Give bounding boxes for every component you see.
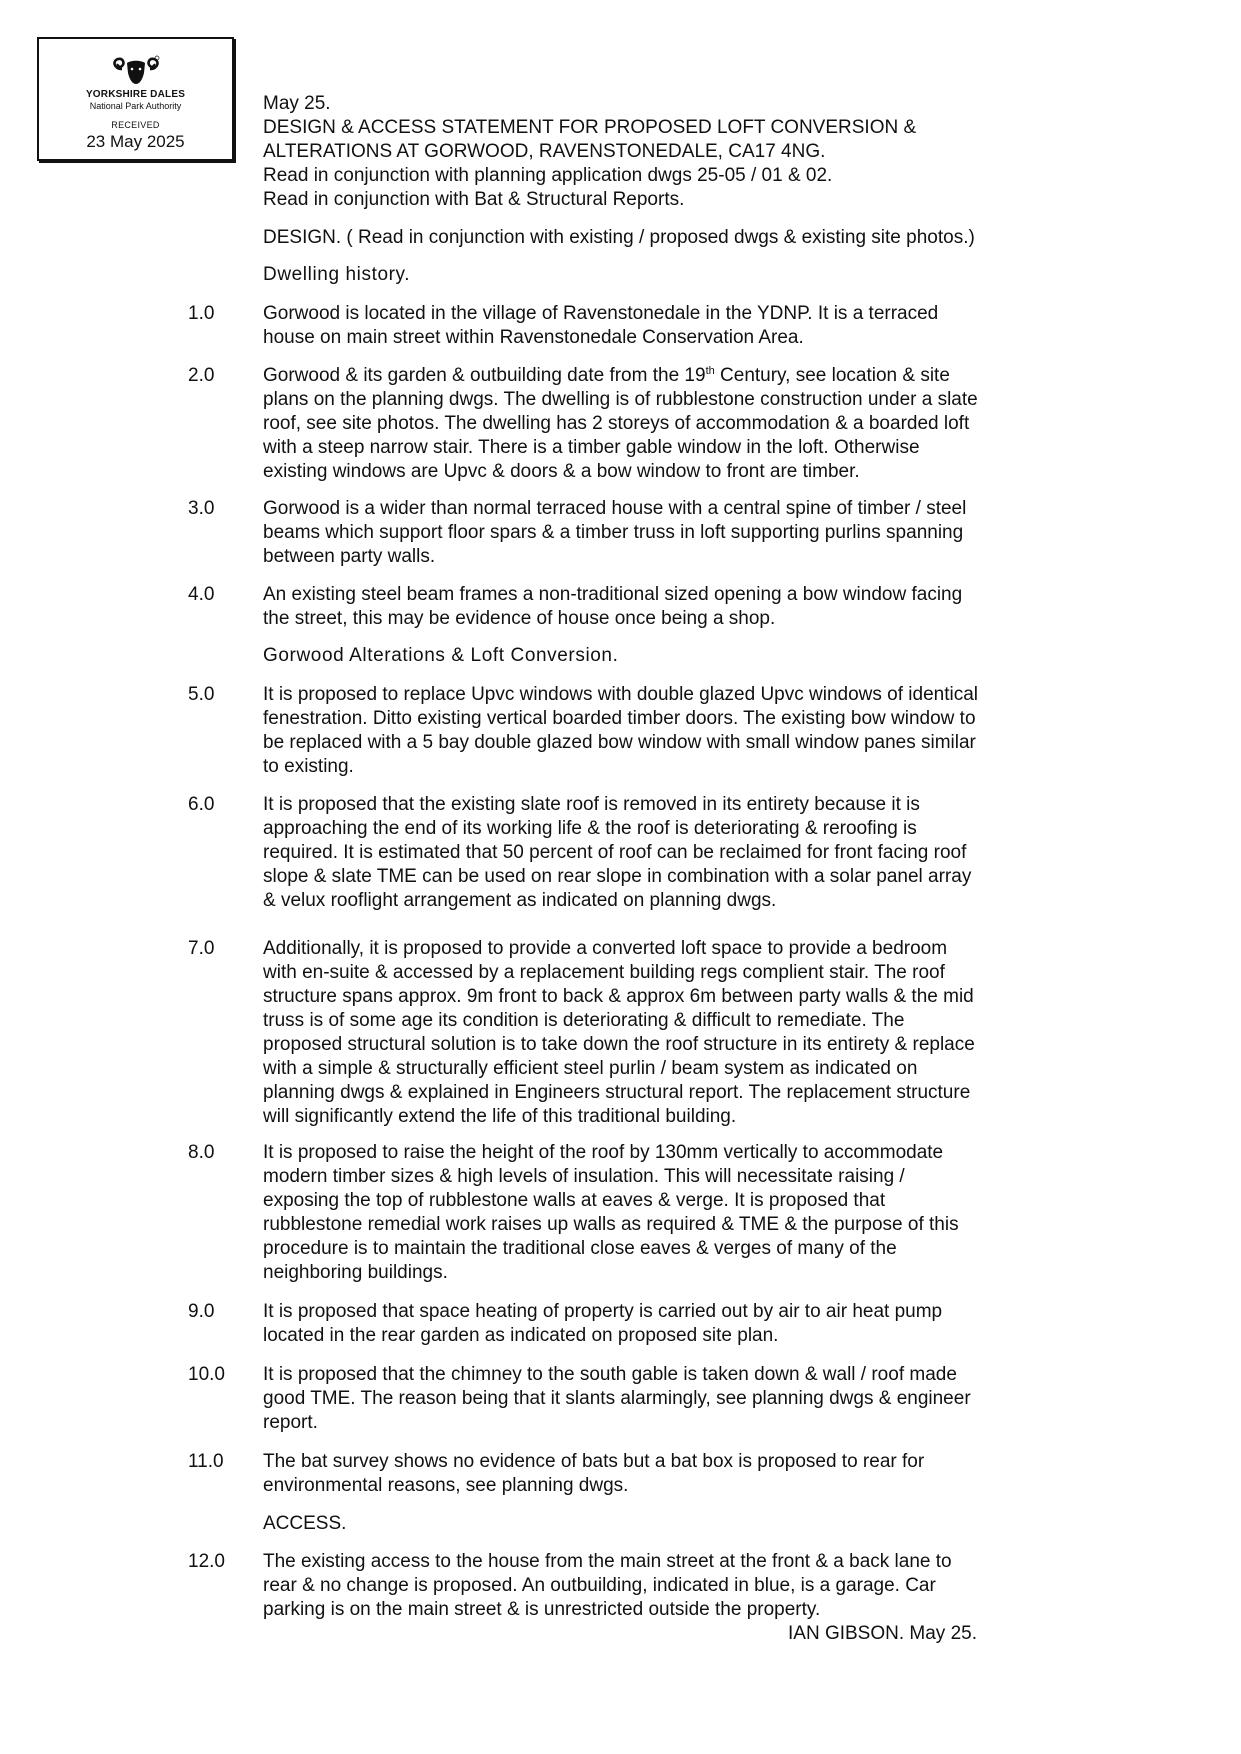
- paragraph-line: An existing steel beam frames a non-traditional sized opening a bow window facing: [263, 584, 963, 605]
- paragraph-number: 4.0: [188, 584, 215, 605]
- paragraph-number: 2.0: [188, 365, 215, 386]
- paragraph-line: to existing.: [263, 756, 354, 777]
- paragraph-line: Gorwood is a wider than normal terraced house with a central spine of timber / steel: [263, 498, 967, 519]
- paragraph-line: & velux rooflight arrangement as indicated on planning dwgs.: [263, 890, 777, 911]
- paragraph-number: 12.0: [188, 1551, 225, 1572]
- paragraph-line: approaching the end of its working life & the roof is deteriorating & reroofing is: [263, 818, 917, 839]
- paragraph-line: located in the rear garden as indicated on proposed site plan.: [263, 1325, 779, 1346]
- paragraph-line: structure spans approx. 9m front to back & approx 6m between party walls & the mid: [263, 986, 974, 1007]
- paragraph-number: 3.0: [188, 498, 215, 519]
- paragraph-line: be replaced with a 5 bay double glazed bow window with small window panes similar: [263, 732, 976, 753]
- paragraph-line: Gorwood is located in the village of Ravenstonedale in the YDNP. It is a terraced: [263, 303, 939, 324]
- paragraph-line: with a simple & structurally efficient steel purlin / beam system as indicated on: [263, 1058, 918, 1079]
- paragraph-number: 11.0: [188, 1451, 224, 1472]
- document-title-line: ALTERATIONS AT GORWOOD, RAVENSTONEDALE, CA17 4NG.: [263, 141, 826, 162]
- paragraph-number: 6.0: [188, 794, 215, 815]
- stamp-org-name: YORKSHIRE DALES: [85, 89, 186, 100]
- paragraph-line: the street, this may be evidence of house once being a shop.: [263, 608, 776, 629]
- subheading-dwelling-history: Dwelling history.: [263, 264, 411, 285]
- received-stamp: [37, 37, 234, 161]
- paragraph-line: proposed structural solution is to take down the roof structure in its entirety & replace: [263, 1034, 975, 1055]
- document-date: May 25.: [263, 93, 331, 114]
- paragraph-line: rear & no change is proposed. An outbuilding, indicated in blue, is a garage. Car: [263, 1575, 936, 1596]
- paragraph-line: slope & slate TME can be used on rear slope in combination with a solar panel array: [263, 866, 972, 887]
- paragraph-line: with en-suite & accessed by a replacement building regs complient stair. The roof: [263, 962, 945, 983]
- stamp-date: 23 May 2025: [86, 132, 185, 151]
- paragraph-line: It is proposed to raise the height of the roof by 130mm vertically to accommodate: [263, 1142, 944, 1163]
- paragraph-number: 5.0: [188, 684, 215, 705]
- paragraph-line: will significantly extend the life of this traditional building.: [263, 1106, 737, 1127]
- paragraph-line: good TME. The reason being that it slants alarmingly, see planning dwgs & engineer: [263, 1388, 971, 1409]
- paragraph-line: It is proposed that the chimney to the south gable is taken down & wall / roof made: [263, 1364, 957, 1385]
- paragraph-line: required. It is estimated that 50 percent of roof can be reclaimed for front facing roof: [263, 842, 967, 863]
- paragraph-number: 10.0: [188, 1364, 225, 1385]
- reference-line: Read in conjunction with planning application dwgs 25-05 / 01 & 02.: [263, 165, 833, 186]
- design-heading: DESIGN. ( Read in conjunction with existing / proposed dwgs & existing site photos.): [263, 227, 975, 248]
- paragraph-number: 8.0: [188, 1142, 215, 1163]
- document-header: [263, 92, 916, 212]
- paragraph-line: The bat survey shows no evidence of bats but a bat box is proposed to rear for: [263, 1451, 925, 1472]
- paragraph-line: existing windows are Upvc & doors & a bow window to front are timber.: [263, 461, 860, 482]
- reference-line: Read in conjunction with Bat & Structural Reports.: [263, 189, 685, 210]
- paragraph-line: parking is on the main street & is unrestricted outside the property.: [263, 1599, 821, 1620]
- paragraph-line: rubblestone remedial work raises up walls as required & TME & the purpose of this: [263, 1214, 959, 1235]
- signature: IAN GIBSON. May 25.: [788, 1623, 977, 1644]
- paragraph-line: with a steep narrow stair. There is a timber gable window in the loft. Otherwise: [263, 437, 920, 458]
- subheading-alterations: Gorwood Alterations & Loft Conversion.: [263, 645, 619, 666]
- paragraph-line: It is proposed that space heating of property is carried out by air to air heat pump: [263, 1301, 943, 1322]
- paragraph-number: 9.0: [188, 1301, 215, 1322]
- paragraph-line: procedure is to maintain the traditional close eaves & verges of many of the: [263, 1238, 897, 1259]
- paragraph-line: neighboring buildings.: [263, 1262, 448, 1283]
- paragraph-line: It is proposed that the existing slate roof is removed in its entirety because it is: [263, 794, 920, 815]
- paragraph-line: Additionally, it is proposed to provide a converted loft space to provide a bedroom: [263, 938, 948, 959]
- paragraph-line: Gorwood & its garden & outbuilding date from the 19th Century, see location & site: [263, 365, 950, 386]
- paragraph-line: modern timber sizes & high levels of insulation. This will necessitate raising /: [263, 1166, 905, 1187]
- paragraph-line: It is proposed to replace Upvc windows with double glazed Upvc windows of identical: [263, 684, 978, 705]
- paragraph-line: The existing access to the house from the main street at the front & a back lane to: [263, 1551, 952, 1572]
- paragraph-line: roof, see site photos. The dwelling has 2 storeys of accommodation & a boarded loft: [263, 413, 970, 434]
- ram-logo-icon: [39, 55, 232, 87]
- paragraph-line: environmental reasons, see planning dwgs.: [263, 1475, 629, 1496]
- document-title-line: DESIGN & ACCESS STATEMENT FOR PROPOSED LOFT CONVERSION &: [263, 117, 917, 138]
- paragraph-line: house on main street within Ravenstonedale Conservation Area.: [263, 327, 804, 348]
- paragraph-line: fenestration. Ditto existing vertical boarded timber doors. The existing bow window to: [263, 708, 976, 729]
- paragraph-line: truss is of some age its condition is deteriorating & difficult to remediate. The: [263, 1010, 905, 1031]
- paragraph-line: beams which support floor spars & a timber truss in loft supporting purlins spanning: [263, 522, 964, 543]
- paragraph-number: 1.0: [188, 303, 215, 324]
- paragraph-number: 7.0: [188, 938, 215, 959]
- paragraph-line: report.: [263, 1412, 318, 1433]
- stamp-org-sub: National Park Authority: [89, 101, 182, 111]
- access-heading: ACCESS.: [263, 1513, 347, 1534]
- paragraph-line: between party walls.: [263, 546, 436, 567]
- stamp-received: RECEIVED: [111, 120, 160, 130]
- paragraph-line: planning dwgs & explained in Engineers structural report. The replacement structure: [263, 1082, 971, 1103]
- paragraph-line: plans on the planning dwgs. The dwelling is of rubblestone construction under a slate: [263, 389, 978, 410]
- paragraph-line: exposing the top of rubblestone walls at eaves & verge. It is proposed that: [263, 1190, 886, 1211]
